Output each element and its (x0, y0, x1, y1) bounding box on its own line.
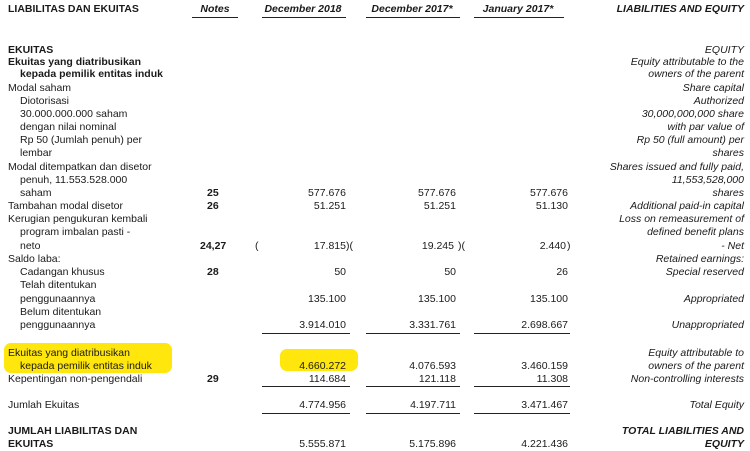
total-le-2017: 5.175.896 (409, 438, 456, 450)
issued-label-3: saham (20, 187, 52, 199)
special-label: Cadangan khusus (20, 266, 105, 278)
authorized-en-5: shares (712, 147, 744, 159)
issued-en-3: shares (712, 187, 744, 199)
nci-line-jan2017 (474, 386, 570, 387)
subtotal-line-2017 (366, 333, 460, 334)
authorized-en-2: 30,000,000,000 share (641, 108, 744, 120)
attrib-head-label-1: Ekuitas yang diatribusikan (8, 56, 142, 68)
special-jan2017: 26 (556, 266, 568, 278)
authorized-en-1: Authorized (693, 95, 744, 107)
authorized-label-1: Diotorisasi (20, 95, 70, 107)
header-underline-2018 (262, 17, 346, 18)
remeasure-jan2017: 2.440 (539, 240, 566, 252)
authorized-label-2: 30.000.000.000 saham (20, 108, 128, 120)
remeasure-2017: 19.245 (421, 240, 454, 252)
total-equity-2017: 4.197.711 (410, 399, 456, 411)
remeasure-en-3: - Net (721, 240, 744, 252)
issued-2017: 577.676 (418, 187, 456, 199)
share-capital-en: Share capital (682, 82, 744, 94)
share-capital-label: Modal saham (8, 82, 72, 94)
total-equity-en: Total Equity (689, 399, 744, 411)
nci-note: 29 (207, 373, 219, 385)
remeasure-2018: 17.815 (313, 240, 346, 252)
unappropriated-jan2017: 2.698.667 (521, 319, 568, 331)
header-underline-jan2017 (474, 17, 564, 18)
authorized-en-4: Rp 50 (full amount) per (636, 134, 744, 146)
special-2017: 50 (444, 266, 456, 278)
attrib-total-label-1: Ekuitas yang diatribusikan (8, 347, 130, 359)
left-title: LIABILITAS DAN EKUITAS (8, 3, 139, 15)
appropriated-label-1: Telah ditentukan (20, 279, 97, 291)
issued-label-2: penuh, 11.553.528.000 (20, 174, 128, 186)
appropriated-label-2: penggunaannya (20, 293, 96, 305)
nci-2017: 121.118 (418, 373, 456, 385)
attrib-total-en-2: owners of the parent (648, 360, 744, 372)
total-equity-line-2017 (366, 413, 460, 414)
nci-en: Non-controlling interests (630, 373, 744, 385)
unappropriated-en: Unappropriated (671, 319, 744, 331)
apic-en: Additional paid-in capital (630, 200, 744, 212)
apic-2018: 51.251 (313, 200, 346, 212)
total-equity-2018: 4.774.956 (299, 399, 346, 411)
nci-line-2018 (262, 386, 350, 387)
special-note: 28 (207, 266, 219, 278)
remeasure-2018-close-paren: )( (346, 240, 353, 252)
col-dec2017-header: December 2017* (371, 3, 453, 15)
issued-label-1: Modal ditempatkan dan disetor (8, 161, 152, 173)
appropriated-en: Appropriated (683, 293, 744, 305)
special-en: Special reserved (665, 266, 744, 278)
authorized-label-4: Rp 50 (Jumlah penuh) per (20, 134, 142, 146)
apic-label: Tambahan modal disetor (8, 200, 123, 212)
nci-2018: 114.684 (308, 373, 346, 385)
attrib-total-jan2017: 3.460.159 (521, 360, 568, 372)
remeasure-label-2: program imbalan pasti - (20, 226, 131, 238)
total-equity-jan2017: 3.471.467 (521, 399, 568, 411)
attrib-head-en-1: Equity attributable to the (630, 56, 744, 68)
remeasure-en-1: Loss on remeasurement of (619, 213, 744, 225)
apic-jan2017: 51.130 (535, 200, 568, 212)
issued-note: 25 (207, 187, 219, 199)
equity-heading-en: EQUITY (704, 44, 744, 56)
attrib-head-en-2: owners of the parent (648, 68, 744, 80)
nci-label: Kepentingan non-pengendali (8, 373, 143, 385)
remeasure-2018-open-paren: ( (255, 240, 259, 252)
authorized-label-5: lembar (20, 147, 53, 159)
total-equity-line-2018 (262, 413, 350, 414)
attrib-head-label-2: kepada pemilik entitas induk (20, 68, 163, 80)
attrib-total-2017: 4.076.593 (409, 360, 456, 372)
apic-2017: 51.251 (423, 200, 456, 212)
unappropriated-label-1: Belum ditentukan (20, 306, 102, 318)
appropriated-2017: 135.100 (418, 293, 456, 305)
special-2018: 50 (334, 266, 346, 278)
subtotal-line-jan2017 (474, 333, 570, 334)
remeasure-jan2017-close-paren: ) (567, 240, 571, 252)
remeasure-label-1: Kerugian pengukuran kembali (8, 213, 148, 225)
attrib-total-label-2: kepada pemilik entitas induk (20, 360, 152, 372)
appropriated-2018: 135.100 (308, 293, 346, 305)
total-equity-line-jan2017 (474, 413, 570, 414)
appropriated-jan2017: 135.100 (530, 293, 568, 305)
total-le-en-1: TOTAL LIABILITIES AND (621, 425, 744, 437)
attrib-total-en-1: Equity attributable to (648, 347, 744, 359)
right-title: LIABILITIES AND EQUITY (616, 3, 744, 15)
retained-en: Retained earnings: (655, 253, 744, 265)
header-underline-2017 (366, 17, 460, 18)
authorized-label-3: dengan nilai nominal (20, 121, 117, 133)
issued-jan2017: 577.676 (530, 187, 568, 199)
remeasure-label-3: neto (20, 240, 41, 252)
retained-label: Saldo laba: (8, 253, 61, 265)
attrib-total-2018: 4.660.272 (299, 360, 346, 372)
total-le-en-2: EQUITY (704, 438, 744, 450)
remeasure-2017-close-paren: )( (458, 240, 465, 252)
issued-2018: 577.676 (308, 187, 346, 199)
apic-note: 26 (207, 200, 219, 212)
total-equity-label: Jumlah Ekuitas (8, 399, 80, 411)
issued-en-1: Shares issued and fully paid, (609, 161, 744, 173)
col-notes-header: Notes (200, 3, 230, 15)
remeasure-en-2: defined benefit plans (647, 226, 744, 238)
unappropriated-label-2: penggunaannya (20, 319, 96, 331)
unappropriated-2018: 3.914.010 (299, 319, 346, 331)
subtotal-line-2018 (262, 333, 350, 334)
total-le-2018: 5.555.871 (299, 438, 346, 450)
equity-heading: EKUITAS (8, 44, 54, 56)
col-dec2018-header: December 2018 (264, 3, 342, 15)
nci-jan2017: 11.308 (536, 373, 568, 385)
total-le-label-2: EKUITAS (8, 438, 54, 450)
issued-en-2: 11,553,528,000 (671, 174, 744, 186)
header-underline-notes (192, 17, 238, 18)
nci-line-2017 (366, 386, 460, 387)
authorized-en-3: with par value of (667, 121, 744, 133)
col-jan2017-header: January 2017* (482, 3, 554, 15)
total-le-label-1: JUMLAH LIABILITAS DAN (8, 425, 138, 437)
remeasure-note: 24,27 (200, 240, 227, 252)
total-le-jan2017: 4.221.436 (521, 438, 568, 450)
unappropriated-2017: 3.331.761 (409, 319, 456, 331)
